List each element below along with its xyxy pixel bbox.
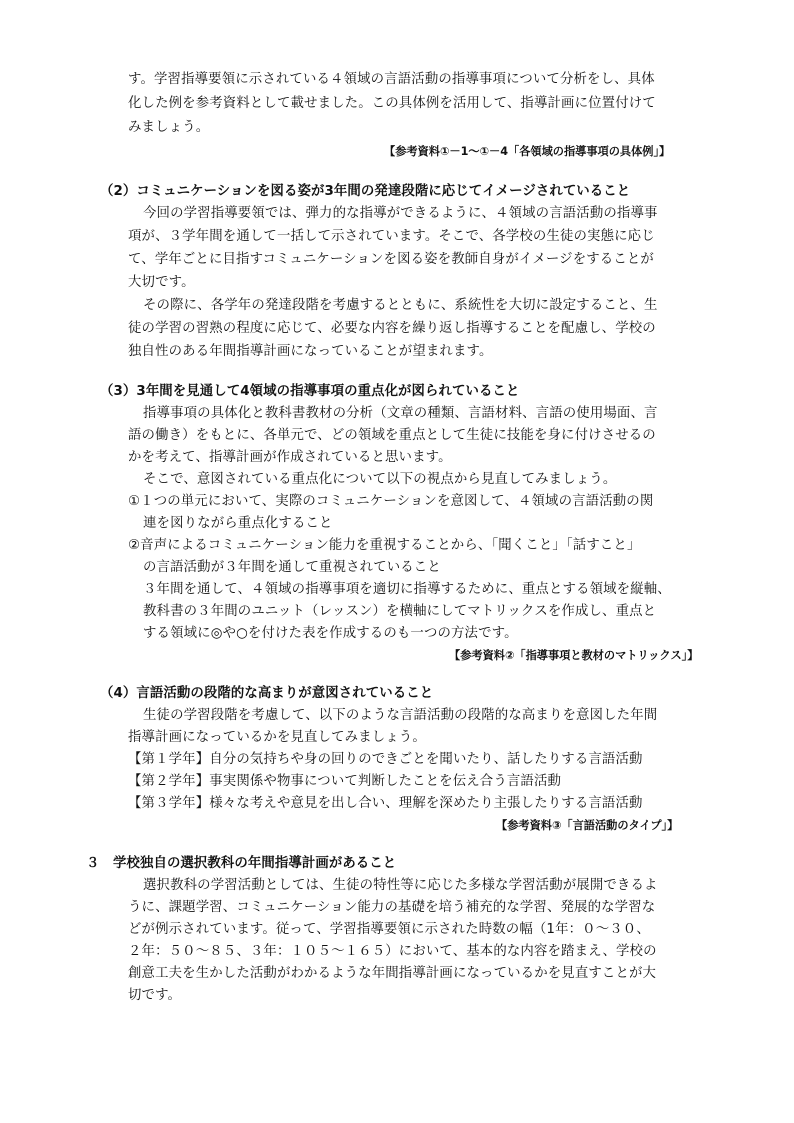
section-heading: （4）言語活動の段階的な高まりが意図されていること	[100, 686, 434, 701]
grade-item: 【第３学年】様々な考えや意見を出し合い、理解を深めたり主張したりする言語活動	[128, 796, 643, 811]
paragraph-line: 教科書の３年間のユニット（レッスン）を横軸にしてマトリックスを作成し、重点と	[143, 604, 657, 619]
paragraph-line: うに、課題学習、コミュニケーション能力の基礎を培う補充的な学習、発展的な学習な	[128, 900, 656, 915]
paragraph-line: 指導事項の具体化と教科書教材の分析（文章の種類、言語材料、言語の使用場面、言	[143, 406, 658, 421]
section-heading: （3）3年間を見通して4領域の指導事項の重点化が図られていること	[100, 384, 520, 399]
grade-item: 【第１学年】自分の気持ちや身の回りのできごとを聞いたり、話したりする言語活動	[128, 752, 643, 767]
paragraph-line: ３年間を通して、４領域の指導事項を適切に指導するために、重点とする領域を縦軸、	[143, 582, 671, 597]
paragraph-line: その際に、各学年の発達段階を考慮するとともに、系統性を大切に設定すること、生	[143, 298, 658, 313]
list-item-continuation: 連を図りながら重点化すること	[143, 516, 333, 531]
paragraph-line: どが例示されています。従って、学習指導要領に示された時数の幅（1年：０～３０、	[128, 922, 650, 937]
paragraph-line: 徒の学習の習熟の程度に応じて、必要な内容を繰り返し指導することを配慮し、学校の	[128, 321, 656, 336]
section-heading: ３ 学校独自の選択教科の年間指導計画があること	[86, 856, 397, 871]
paragraph-line: 大切です。	[128, 275, 195, 290]
section-heading: （2）コミュニケーションを図る姿が3年間の発達段階に応じてイメージされていること	[100, 184, 631, 199]
paragraph-line: 選択教科の学習活動としては、生徒の特性等に応じた多様な学習活動が展開できるよ	[143, 878, 658, 893]
intro-line: す。学習指導要領に示されている４領域の言語活動の指導事項について分析をし、具体	[128, 72, 655, 87]
paragraph-line: ２年：５０～８５、３年：１０５～１６５）において、基本的な内容を踏まえ、学校の	[128, 944, 657, 959]
list-item: ①１つの単元において、実際のコミュニケーションを意図して、４領域の言語活動の関	[128, 494, 654, 509]
paragraph-line: 語の働き）をもとに、各単元で、どの領域を重点として生徒に技能を身に付けさせるの	[128, 428, 656, 443]
reference-note: 【参考資料③「言語活動のタイプ」】	[496, 819, 679, 832]
paragraph-line: 今回の学習指導要領では、弾力的な指導ができるように、４領域の言語活動の指導事	[143, 206, 658, 221]
reference-note: 【参考資料②「指導事項と教材のマトリックス」】	[449, 649, 699, 662]
paragraph-line: て、学年ごとに目指すコミュニケーションを図る姿を教師自身がイメージをすることが	[128, 252, 654, 267]
intro-line: 化した例を参考資料として載せました。この具体例を活用して、指導計画に位置付けて	[128, 96, 656, 111]
grade-item: 【第２学年】事実関係や物事について判断したことを伝え合う言語活動	[128, 774, 562, 789]
paragraph-line: そこで、意図されている重点化について以下の視点から見直してみましょう。	[143, 472, 617, 487]
list-item-continuation: の言語活動が３年間を通して重視されていること	[143, 560, 441, 575]
paragraph-line: 切です。	[128, 988, 182, 1003]
paragraph-line: 独自性のある年間指導計画になっていることが望まれます。	[128, 344, 493, 359]
paragraph-line: する領域に◎や○を付けた表を作成するのも一つの方法です。	[143, 626, 518, 641]
paragraph-line: 項が、３学年間を通して一括して示されています。そこで、各学校の生徒の実態に応じ	[128, 229, 655, 244]
paragraph-line: 指導計画になっているかを見直してみましょう。	[128, 730, 426, 745]
paragraph-line: かを考えて、指導計画が作成されていると思います。	[128, 450, 452, 465]
reference-note: 【参考資料①－1～①－4「各領域の指導事項の具体例」】	[384, 145, 671, 158]
paragraph-line: 生徒の学習段階を考慮して、以下のような言語活動の段階的な高まりを意図した年間	[143, 708, 658, 723]
list-item: ②音声によるコミュニケーション能力を重視することから、「聞くこと」「話すこと」	[128, 538, 641, 553]
paragraph-line: 創意工夫を生かした活動がわかるような年間指導計画になっているかを見直すことが大	[128, 966, 657, 981]
intro-line: みましょう。	[128, 120, 210, 135]
